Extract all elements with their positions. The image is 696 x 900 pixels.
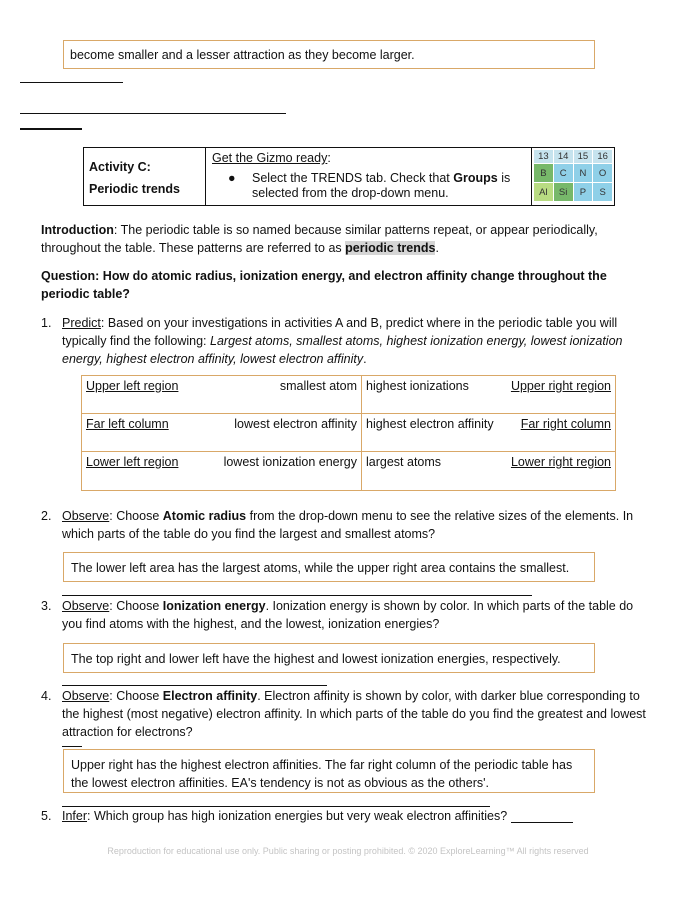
group-16-header: 16 <box>593 150 612 163</box>
item-2-observe: 2. Observe: Choose Atomic radius from the drop-down menu to see the relative sizes of the elements. In which parts of the table do you find the largest and smallest atoms? <box>41 509 634 541</box>
predict-cell[interactable]: Far left column lowest electron affinity <box>82 414 362 452</box>
answer-rule <box>20 82 123 83</box>
prep-heading: Get the Gizmo ready <box>212 151 328 165</box>
predict-cell[interactable]: highest electron affinity Far right column <box>362 414 615 452</box>
bullet-icon: ● <box>228 171 236 185</box>
activity-label: Activity C: <box>89 160 151 174</box>
answer-text: become smaller and a lesser attraction as they become larger. <box>70 48 415 62</box>
answer-rule <box>20 113 286 114</box>
predict-cell[interactable]: highest ionizations Upper right region <box>362 376 615 414</box>
element-N: N <box>574 164 593 182</box>
group-13-header: 13 <box>534 150 553 163</box>
activity-name: Periodic trends <box>89 182 180 196</box>
element-C: C <box>554 164 573 182</box>
element-Al: Al <box>534 183 553 201</box>
element-O: O <box>593 164 612 182</box>
activity-header-table <box>83 147 615 206</box>
main-question: Question: How do atomic radius, ionization energy, and electron affinity change throughout the periodic table? <box>41 269 607 301</box>
element-S: S <box>593 183 612 201</box>
answer-rule <box>62 685 327 686</box>
introduction: Introduction: The periodic table is so named because similar patterns repeat, or appear periodically, throughout the table. These patterns are referred to as periodic trends. <box>41 223 598 255</box>
highlighted-term: periodic trends <box>345 241 436 255</box>
activity-title <box>84 148 206 205</box>
item-4-observe: 4. Observe: Choose Electron affinity. Electron affinity is shown by color, with darker blue corresponding to the highest (most negative) electron affinity. In which parts of the table do you find the greatest and lowest attraction for electrons? <box>41 689 646 739</box>
element-P: P <box>574 183 593 201</box>
infer-answer-blank[interactable] <box>511 822 573 823</box>
mini-periodic-table <box>532 148 614 205</box>
prep-step-text: Select the TRENDS tab. Check that Groups is selected from the drop-down menu. <box>252 171 511 200</box>
answer-rule <box>62 595 532 596</box>
answer-rule <box>20 128 82 130</box>
answer-rule <box>62 746 82 747</box>
item-5-infer: 5. Infer: Which group has high ionization energies but very weak electron affinities? <box>41 809 508 823</box>
predict-cell[interactable]: Lower left region lowest ionization energy <box>82 452 362 490</box>
prep-colon: : <box>327 151 331 165</box>
answer-box-continued[interactable] <box>63 40 595 69</box>
prep-step <box>212 171 525 201</box>
item-1-predict: 1. Predict: Based on your investigations in activities A and B, predict where in the periodic table you will typically find the following: Largest atoms, smallest atoms, highest ionization energy, lowest ionization energy, highest electron affinity, lowest electron affinity. <box>41 316 623 366</box>
predict-cell[interactable]: Upper left region smallest atom <box>82 376 362 414</box>
predict-cell[interactable]: largest atoms Lower right region <box>366 455 611 469</box>
gizmo-prep <box>206 148 532 205</box>
answer-box-4[interactable]: Upper right has the highest electron affinities. The far right column of the periodic table has the lowest electron affinities. EA's tendency is not as obvious as the others'. <box>63 749 595 793</box>
copyright-footer: Reproduction for educational use only. Public sharing or posting prohibited. © 2020 ExploreLearning™ All rights reserved <box>107 846 589 856</box>
element-Si: Si <box>554 183 573 201</box>
predict-table <box>81 375 616 491</box>
answer-box-3[interactable]: The top right and lower left have the highest and lowest ionization energies, respectively. <box>63 643 595 673</box>
group-15-header: 15 <box>574 150 593 163</box>
element-B: B <box>534 164 553 182</box>
group-14-header: 14 <box>554 150 573 163</box>
answer-box-2[interactable]: The lower left area has the largest atoms, while the upper right area contains the smallest. <box>63 552 595 582</box>
item-3-observe: 3. Observe: Choose Ionization energy. Ionization energy is shown by color. In which parts of the table do you find atoms with the highest, and the lowest, ionization energies? <box>41 599 634 631</box>
